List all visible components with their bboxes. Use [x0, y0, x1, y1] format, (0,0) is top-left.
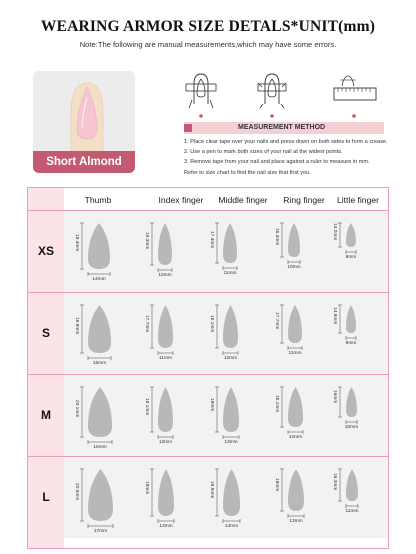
nail-length: 20.1mm — [74, 400, 79, 418]
nail-icon — [134, 293, 196, 374]
nail-size-cell — [199, 211, 261, 292]
nail-icon — [264, 293, 320, 374]
nail-length: 14.9mm — [332, 307, 337, 325]
nail-width: 12mm — [288, 435, 303, 440]
column-header-ring: Ring finger — [283, 195, 325, 205]
nail-width: 13mm — [289, 519, 303, 524]
nail-width: 14mm — [224, 524, 239, 529]
nail-width: 8mm — [345, 255, 357, 260]
nail-length: 16.3mm — [144, 232, 149, 250]
nail-size-cell — [134, 293, 196, 374]
nail-icon — [322, 375, 380, 456]
step-2-pen-mark-icon — [258, 74, 286, 118]
size-label: L — [42, 490, 50, 504]
nail-width: 11mm — [288, 351, 302, 356]
nail-width: 10mm — [158, 273, 172, 278]
nail-size-cell — [64, 293, 126, 374]
column-header-index: Index finger — [158, 195, 204, 205]
nail-length: 17.7mm — [274, 312, 279, 330]
nail-length: 19.9mm — [74, 317, 79, 335]
product-image — [33, 71, 135, 173]
measurement-method-bar — [184, 122, 384, 134]
instruction-step: 3. Remove tape from your nail and place against a ruler to measure in mm. — [184, 159, 370, 166]
nail-width: 12mm — [158, 440, 173, 445]
nail-length: 19mm — [209, 397, 214, 411]
nail-size-cell — [134, 211, 196, 292]
nail-size-cell — [264, 457, 320, 538]
page-title: WEARING ARMOR SIZE DETALS*UNIT(mm) — [40, 18, 376, 35]
nail-icon — [322, 211, 380, 292]
nail-size-cell — [199, 293, 261, 374]
nail-length: 18.1mm — [144, 397, 149, 415]
size-label: XS — [37, 244, 54, 258]
nail-length: 16.3mm — [332, 473, 337, 491]
nail-length: 14.2mm — [332, 223, 337, 241]
nail-icon — [322, 457, 380, 538]
nail-width: 13mm — [224, 440, 238, 445]
size-label: M — [41, 408, 51, 422]
nail-length: 19mm — [274, 478, 279, 492]
nail-icon — [264, 457, 320, 538]
step-3-ruler-icon — [334, 76, 376, 118]
nail-size-cell — [322, 375, 380, 456]
instruction-step: 2. Use a pen to mark both sizes of your nail at the widest points. — [184, 149, 343, 156]
nail-size-cell — [264, 211, 320, 292]
table-header-row — [64, 188, 388, 210]
measurement-note: Note:The following are manual measurements,which may have some errors. — [79, 40, 337, 49]
nail-length: 18.1mm — [274, 395, 279, 413]
nail-size-cell — [199, 375, 261, 456]
nail-width: 16mm — [93, 445, 107, 450]
size-row-l — [28, 456, 388, 538]
column-header-little: Little finger — [336, 195, 380, 205]
measurement-steps-illustration — [182, 70, 382, 122]
nail-size-cell — [64, 457, 126, 538]
nail-width: 12mm — [223, 356, 238, 361]
nail-size-cell — [199, 457, 261, 538]
nail-width: 13mm — [159, 524, 173, 529]
nail-size-cell — [322, 457, 380, 538]
column-header-thumb: Thumb — [84, 195, 112, 205]
nail-width: 10mm — [344, 425, 359, 430]
nail-length: 20.5mm — [74, 483, 79, 501]
nail-length: 17.4mm — [209, 231, 214, 249]
nail-width: 11mm — [345, 509, 359, 514]
instruction-step: Refer to size chart to find the nail size that first you. — [184, 169, 311, 176]
nail-width: 14mm — [92, 277, 106, 282]
size-row-xs — [28, 210, 388, 292]
size-chart-table — [27, 187, 389, 549]
nail-width: 11mm — [159, 356, 172, 361]
instruction-step: 1. Place clear tape over your nails and press down on both sides to form a crease. — [184, 139, 388, 145]
nail-width: 9mm — [345, 341, 357, 346]
nail-width: 15mm — [92, 361, 107, 366]
method-heading: MEASUREMENT METHOD — [238, 124, 326, 131]
nail-length: 16mm — [332, 390, 337, 404]
nail-length: 19mm — [144, 480, 149, 494]
nail-icon — [199, 211, 261, 292]
nail-size-cell — [264, 293, 320, 374]
nail-width: 11mm — [223, 271, 237, 276]
column-header-middle: Middle finger — [218, 195, 268, 205]
nail-size-cell — [322, 211, 380, 292]
nail-length: 16.3mm — [274, 228, 279, 246]
size-label: S — [41, 326, 50, 340]
nail-size-cell — [64, 375, 126, 456]
nail-icon — [264, 375, 320, 456]
nail-width: 10mm — [287, 265, 301, 270]
nail-size-cell — [134, 375, 196, 456]
nail-length: 19.4mm — [74, 234, 79, 252]
nail-length: 18.1mm — [209, 314, 214, 332]
nail-width: 17mm — [93, 529, 108, 534]
nail-size-cell — [264, 375, 320, 456]
shape-name-badge: Short Almond — [33, 151, 135, 173]
nail-icon — [199, 293, 261, 374]
instructions — [184, 137, 404, 178]
nail-size-cell — [322, 293, 380, 374]
size-row-m — [28, 374, 388, 456]
size-row-s — [28, 292, 388, 374]
nail-size-cell — [64, 211, 126, 292]
nail-size-cell — [134, 457, 196, 538]
nail-length: 17.7mm — [144, 314, 149, 332]
nail-icon — [322, 293, 380, 374]
step-1-tape-icon — [186, 74, 216, 118]
nail-length: 19.8mm — [209, 480, 214, 498]
nail-icon — [134, 211, 196, 292]
nail-icon — [264, 211, 320, 292]
